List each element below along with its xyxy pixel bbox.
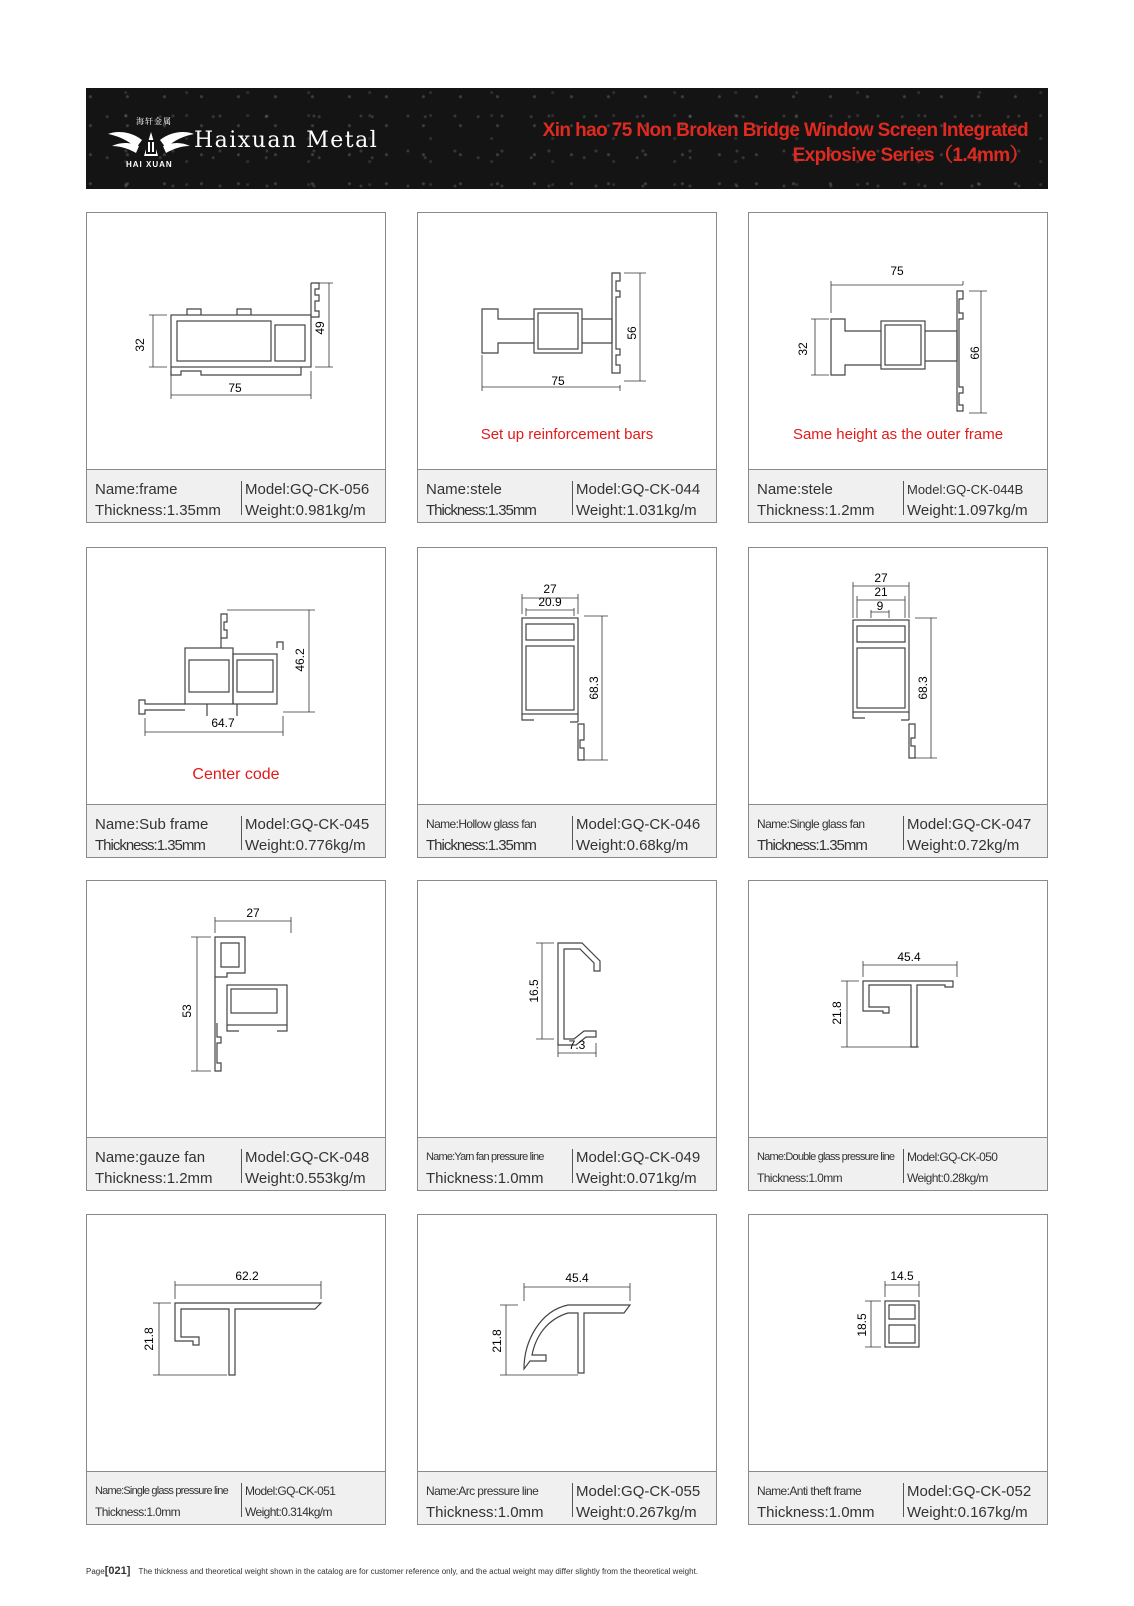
profile-drawing bbox=[87, 548, 385, 803]
product-name: Name:Hollow glass fan bbox=[426, 817, 537, 831]
product-info bbox=[418, 1471, 716, 1524]
divider bbox=[572, 1483, 573, 1517]
dimension-label: 7.3 bbox=[568, 1038, 586, 1052]
product-model: Model:GQ-CK-045 bbox=[245, 816, 370, 833]
dimension-label: 20.9 bbox=[538, 595, 562, 609]
brand-name: Haixuan Metal bbox=[194, 128, 379, 153]
product-weight: Weight:0.776kg/m bbox=[245, 837, 366, 854]
product-weight: Weight:0.28kg/m bbox=[907, 1171, 988, 1185]
page-title bbox=[543, 118, 1028, 168]
product-note: Set up reinforcement bars bbox=[480, 426, 654, 443]
page-label: Page bbox=[86, 1567, 105, 1576]
dimension-label: 32 bbox=[796, 342, 810, 356]
product-card bbox=[417, 880, 717, 1191]
profile-drawing bbox=[87, 881, 385, 1136]
dimension-label: 68.3 bbox=[587, 676, 601, 700]
product-info bbox=[87, 1137, 385, 1190]
divider bbox=[241, 1483, 242, 1517]
divider bbox=[903, 816, 904, 850]
dimension-label: 64.7 bbox=[211, 716, 235, 730]
product-card bbox=[86, 880, 386, 1191]
dimension-label: 68.3 bbox=[916, 676, 930, 700]
profile-drawing bbox=[749, 881, 1047, 1136]
product-model: Model:GQ-CK-046 bbox=[576, 816, 701, 833]
product-name: Name:Anti theft frame bbox=[757, 1484, 862, 1498]
product-card bbox=[748, 880, 1048, 1191]
product-card bbox=[748, 547, 1048, 858]
product-info bbox=[418, 1137, 716, 1190]
product-model: Model:GQ-CK-051 bbox=[245, 1484, 336, 1498]
profile-drawing bbox=[749, 1215, 1047, 1470]
dimension-label: 75 bbox=[890, 264, 904, 278]
product-weight: Weight:0.981kg/m bbox=[245, 502, 366, 519]
dimension-label: 27 bbox=[246, 906, 260, 920]
product-card bbox=[748, 212, 1048, 523]
product-thickness: Thickness:1.0mm bbox=[757, 1504, 875, 1521]
wings-logo-icon bbox=[106, 126, 196, 160]
logo-chinese-text: 海轩金属 bbox=[136, 117, 172, 126]
product-model: Model:GQ-CK-044 bbox=[576, 481, 701, 498]
product-weight: Weight:0.553kg/m bbox=[245, 1170, 366, 1187]
dimension-label: 66 bbox=[968, 346, 982, 360]
product-name: Name:Single glass pressure line bbox=[95, 1485, 228, 1497]
product-card bbox=[417, 547, 717, 858]
dimension-label: 53 bbox=[180, 1004, 194, 1018]
product-name: Name:Yarn fan pressure line bbox=[426, 1151, 544, 1163]
product-thickness: Thickness:1.0mm bbox=[426, 1504, 544, 1521]
product-info bbox=[749, 469, 1047, 522]
product-thickness: Thickness:1.35mm bbox=[757, 837, 867, 854]
dimension-label: 45.4 bbox=[565, 1271, 589, 1285]
profile-drawing bbox=[418, 548, 716, 803]
product-model: Model:GQ-CK-044B bbox=[907, 482, 1024, 497]
divider bbox=[241, 1149, 242, 1183]
product-name: Name:Arc pressure line bbox=[426, 1484, 539, 1498]
dimension-label: 9 bbox=[876, 599, 884, 613]
product-name: Name:Sub frame bbox=[95, 816, 209, 833]
dimension-label: 56 bbox=[625, 326, 639, 340]
product-info bbox=[749, 1137, 1047, 1190]
dimension-label: 45.4 bbox=[897, 950, 921, 964]
product-thickness: Thickness:1.0mm bbox=[757, 1171, 843, 1185]
divider bbox=[572, 481, 573, 515]
dimension-label: 49 bbox=[313, 321, 327, 335]
product-info bbox=[87, 1471, 385, 1524]
title-line-1: Xin hao 75 Non Broken Bridge Window Screen Integrated bbox=[542, 120, 1028, 141]
product-info bbox=[749, 1471, 1047, 1524]
dimension-label: 21.8 bbox=[142, 1327, 156, 1351]
product-thickness: Thickness:1.35mm bbox=[426, 502, 536, 519]
product-weight: Weight:0.071kg/m bbox=[576, 1170, 697, 1187]
dimension-label: 27 bbox=[543, 582, 557, 596]
profile-drawing bbox=[749, 548, 1047, 803]
product-weight: Weight:0.72kg/m bbox=[907, 837, 1020, 854]
product-name: Name:Single glass fan bbox=[757, 817, 865, 831]
product-thickness: Thickness:1.2mm bbox=[757, 502, 875, 519]
product-weight: Weight:1.097kg/m bbox=[907, 502, 1028, 519]
divider bbox=[241, 481, 242, 515]
product-name: Name:gauze fan bbox=[95, 1149, 206, 1166]
product-card bbox=[417, 212, 717, 523]
header-banner bbox=[86, 88, 1048, 189]
product-weight: Weight:0.314kg/m bbox=[245, 1505, 332, 1519]
product-name: Name:frame bbox=[95, 481, 178, 498]
divider bbox=[572, 1149, 573, 1183]
product-info bbox=[87, 804, 385, 857]
product-model: Model:GQ-CK-048 bbox=[245, 1149, 370, 1166]
profile-drawing bbox=[87, 213, 385, 468]
product-info bbox=[749, 804, 1047, 857]
product-info bbox=[87, 469, 385, 522]
product-name: Name:Double glass pressure line bbox=[757, 1151, 895, 1163]
product-card bbox=[86, 547, 386, 858]
divider bbox=[572, 816, 573, 850]
product-info bbox=[418, 804, 716, 857]
product-model: Model:GQ-CK-047 bbox=[907, 816, 1032, 833]
dimension-label: 75 bbox=[551, 374, 565, 388]
product-model: Model:GQ-CK-055 bbox=[576, 1483, 701, 1500]
product-thickness: Thickness:1.2mm bbox=[95, 1170, 213, 1187]
product-info bbox=[418, 469, 716, 522]
dimension-label: 46.2 bbox=[293, 648, 307, 672]
product-note: Same height as the outer frame bbox=[792, 426, 1004, 443]
dimension-label: 21.8 bbox=[490, 1329, 504, 1353]
product-thickness: Thickness:1.0mm bbox=[95, 1505, 181, 1519]
product-weight: Weight:0.68kg/m bbox=[576, 837, 689, 854]
product-weight: Weight:1.031kg/m bbox=[576, 502, 697, 519]
disclaimer: The thickness and theoretical weight shown in the catalog are for customer reference only, and the actual weight may differ slightly from the theoretical weight. bbox=[138, 1567, 699, 1576]
product-thickness: Thickness:1.35mm bbox=[426, 837, 536, 854]
product-thickness: Thickness:1.35mm bbox=[95, 502, 221, 519]
footer bbox=[86, 1565, 698, 1577]
divider bbox=[241, 816, 242, 850]
product-name: Name:stele bbox=[426, 481, 502, 498]
product-thickness: Thickness:1.0mm bbox=[426, 1170, 544, 1187]
product-note: Center code bbox=[192, 766, 280, 783]
product-card bbox=[748, 1214, 1048, 1525]
product-model: Model:GQ-CK-052 bbox=[907, 1483, 1032, 1500]
product-weight: Weight:0.167kg/m bbox=[907, 1504, 1028, 1521]
product-card bbox=[86, 212, 386, 523]
dimension-label: 21 bbox=[874, 585, 888, 599]
divider bbox=[903, 1149, 904, 1183]
dimension-label: 27 bbox=[874, 571, 888, 585]
dimension-label: 32 bbox=[133, 338, 147, 352]
dimension-label: 62.2 bbox=[235, 1269, 259, 1283]
logo bbox=[106, 116, 196, 172]
product-model: Model:GQ-CK-050 bbox=[907, 1150, 998, 1164]
dimension-label: 75 bbox=[228, 381, 242, 395]
dimension-label: 14.5 bbox=[890, 1269, 914, 1283]
logo-subtext: HAI XUAN bbox=[126, 160, 173, 169]
product-model: Model:GQ-CK-049 bbox=[576, 1149, 701, 1166]
page-number: [021] bbox=[104, 1565, 131, 1577]
profile-drawing bbox=[418, 1215, 716, 1470]
product-weight: Weight:0.267kg/m bbox=[576, 1504, 697, 1521]
product-thickness: Thickness:1.35mm bbox=[95, 837, 205, 854]
dimension-label: 16.5 bbox=[527, 979, 541, 1003]
product-card bbox=[417, 1214, 717, 1525]
title-line-2: Explosive Series（1.4mm） bbox=[792, 145, 1028, 166]
product-name: Name:stele bbox=[757, 481, 833, 498]
divider bbox=[903, 1483, 904, 1517]
divider bbox=[903, 481, 904, 515]
profile-drawing bbox=[418, 881, 716, 1136]
product-model: Model:GQ-CK-056 bbox=[245, 481, 370, 498]
dimension-label: 21.8 bbox=[830, 1001, 844, 1025]
product-card bbox=[86, 1214, 386, 1525]
dimension-label: 18.5 bbox=[855, 1313, 869, 1337]
profile-drawing bbox=[87, 1215, 385, 1470]
